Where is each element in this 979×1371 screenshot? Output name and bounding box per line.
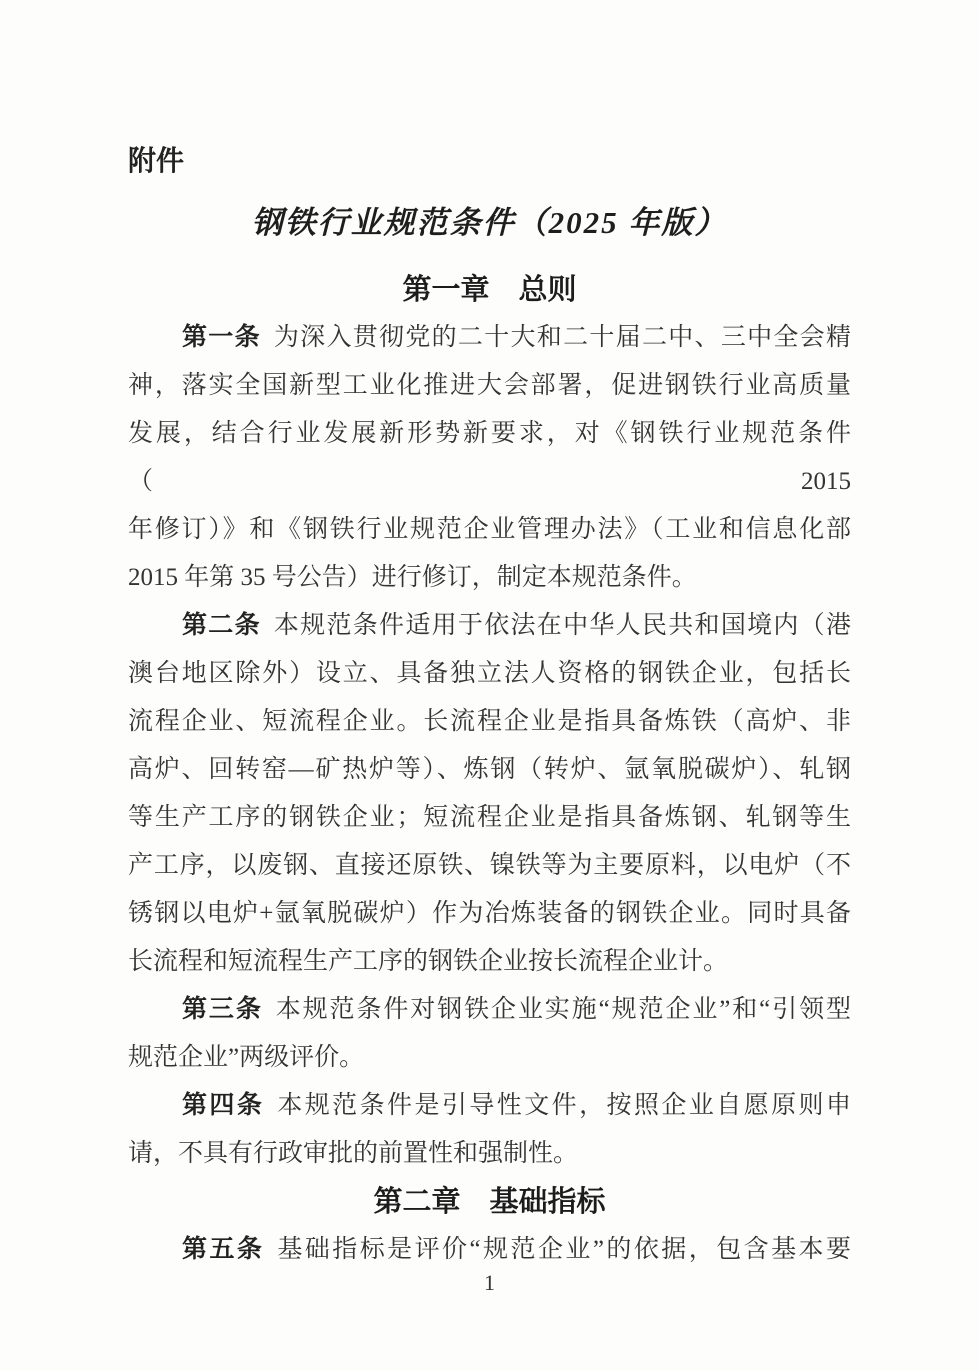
article-line: 等生产工序的钢铁企业；短流程企业是指具备炼钢、轧钢等生	[128, 804, 851, 831]
document-title: 钢铁行业规范条件（2025 年版）	[251, 205, 728, 240]
article-number: 第三条	[182, 996, 263, 1023]
article-line: 长流程和短流程生产工序的钢铁企业按长流程企业计。	[128, 948, 729, 975]
article-line: 发展，结合行业发展新形势新要求，对《钢铁行业规范条件（2015	[128, 420, 851, 495]
article-line: 锈钢以电炉+氩氧脱碳炉）作为冶炼装备的钢铁企业。同时具备	[128, 900, 851, 927]
article-number: 第二条	[182, 612, 261, 639]
article-line: 规范企业”两级评价。	[128, 1044, 365, 1071]
article-line: 流程企业、短流程企业。长流程企业是指具备炼铁（高炉、非	[128, 708, 851, 735]
article-number: 第五条	[182, 1236, 265, 1263]
document-body	[128, 266, 851, 1274]
article-number: 第一条	[182, 324, 261, 351]
page-number: 1	[484, 1270, 495, 1295]
article-line: 第二条 本规范条件适用于依法在中华人民共和国境内（港	[182, 612, 851, 639]
chapter-heading: 第一章 总则	[402, 274, 577, 306]
article-line: 高炉、回转窑—矿热炉等）、炼钢（转炉、氩氧脱碳炉）、轧钢	[128, 756, 851, 783]
article-line: 产工序，以废钢、直接还原铁、镍铁等为主要原料，以电炉（不	[128, 852, 851, 879]
article-line: 请，不具有行政审批的前置性和强制性。	[128, 1140, 579, 1167]
article-line: 神，落实全国新型工业化推进大会部署，促进钢铁行业高质量	[128, 372, 851, 399]
article-line: 第四条 本规范条件是引导性文件，按照企业自愿原则申	[182, 1092, 851, 1119]
article-line: 第五条 基础指标是评价“规范企业”的依据，包含基本要	[182, 1236, 851, 1263]
article-line: 2015 年第 35 号公告）进行修订，制定本规范条件。	[128, 564, 697, 591]
article-line: 第一条 为深入贯彻党的二十大和二十届二中、三中全会精	[182, 324, 851, 351]
article-number: 第四条	[182, 1092, 265, 1119]
article-line: 澳台地区除外）设立、具备独立法人资格的钢铁企业，包括长	[128, 660, 851, 687]
attachment-label: 附件	[128, 145, 185, 176]
article-line: 第三条 本规范条件对钢铁企业实施“规范企业”和“引领型	[182, 996, 851, 1023]
chapter-heading: 第二章 基础指标	[373, 1186, 606, 1218]
article-line: 年修订）》和《钢铁行业规范企业管理办法》（工业和信息化部	[128, 516, 851, 543]
